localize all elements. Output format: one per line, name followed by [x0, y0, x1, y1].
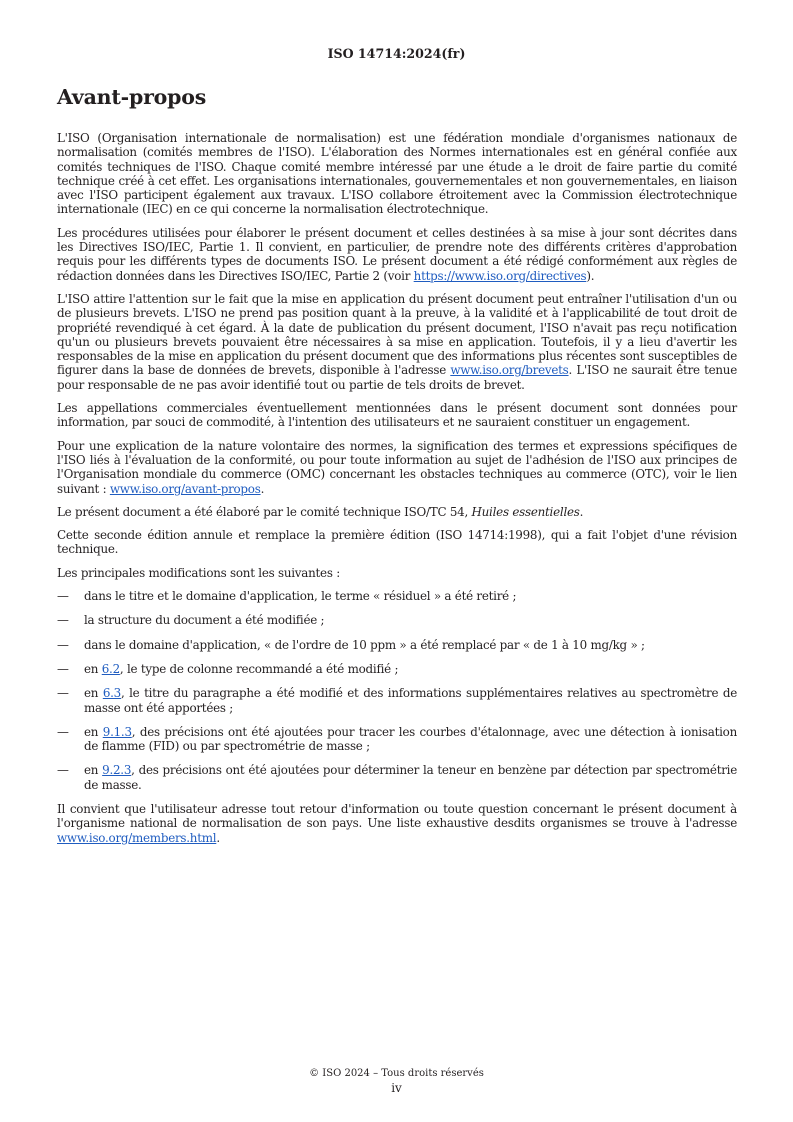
committee-name: Huiles essentielles — [471, 504, 580, 519]
dash-marker: — — [57, 661, 69, 676]
patents-link[interactable]: www.iso.org/brevets — [450, 363, 569, 378]
clause-link-9-2-3[interactable]: 9.2.3 — [102, 763, 132, 778]
clause-link-9-1-3[interactable]: 9.1.3 — [102, 724, 132, 739]
list-item: — en 9.1.3, des précisions ont été ajoutées pour tracer les courbes d'étalonnage, avec une détection à ionisation de flamme (FID) ou par spectrométrie de masse ; — [57, 724, 737, 754]
dash-marker: — — [57, 763, 69, 778]
foreword-link[interactable]: www.iso.org/avant-propos — [109, 481, 261, 496]
dash-marker: — — [57, 589, 69, 604]
directives-link[interactable]: https://www.iso.org/directives — [413, 268, 587, 283]
list-item: — dans le domaine d'application, « de l'ordre de 10 ppm » a été remplacé par « de 1 à 10 mg/kg » ; — [57, 637, 645, 652]
members-link[interactable]: www.iso.org/members.html — [57, 830, 217, 845]
paragraph-voluntary-nature: Pour une explication de la nature volontaire des normes, la signification des termes et expressions spécifiques de l'ISO liés à l'évaluation de la conformité, ou pour toute information au sujet de l'adhésion de l'ISO aux principes de l'Organisation mondiale du commerce (OMC) concernant les obstacles techniques au commerce (OTC), voir le lien suivant : www.iso.org/avant-propos. — [57, 438, 737, 496]
clause-link-6-2[interactable]: 6.2 — [101, 661, 120, 676]
paragraph-patents: L'ISO attire l'attention sur le fait que la mise en application du présent document peut entraîner l'utilisation d'un ou de plusieurs brevets. L'ISO ne prend pas position quant à la preuve, à la validité et à l'applicabilité de tout droit de propriété revendiqué à cet égard. À la date de publication du présent document, l'ISO n'avait pas reçu notification qu'un ou plusieurs brevets pouvaient être nécessaires à sa mise en application. Toutefois, il y a lieu d'avertir les responsables de la mise en application du présent document que des informations plus récentes sont susceptibles de figurer dans la base de données de brevets, disponible à l'adresse www.iso.org/brevets. L'ISO ne saurait être tenue pour responsable de ne pas avoir identifié tout ou partie de tels droits de brevet. — [57, 291, 737, 392]
foreword-body — [57, 131, 737, 854]
paragraph-feedback: Il convient que l'utilisateur adresse tout retour d'information ou toute question concernant le présent document à l'organisme national de normalisation de son pays. Une liste exhaustive desdits organismes se trouve à l'adresse www.iso.org/members.html. — [57, 801, 737, 845]
dash-marker: — — [57, 686, 69, 701]
page-number: iv — [391, 1081, 402, 1095]
document-identifier: ISO 14714:2024(fr) — [327, 46, 466, 61]
copyright-notice: © ISO 2024 – Tous droits réservés — [309, 1068, 484, 1079]
list-item: — en 9.2.3, des précisions ont été ajoutées pour déterminer la teneur en benzène par détection par spectrométrie de masse. — [57, 763, 737, 792]
list-item: — dans le titre et le domaine d'application, le terme « résiduel » a été retiré ; — [57, 589, 517, 604]
changes-list — [57, 589, 737, 792]
paragraph-committee: Le présent document a été élaboré par le comité technique ISO/TC 54, Huiles essentielles. — [57, 504, 584, 519]
paragraph-trade-names: Les appellations commerciales éventuellement mentionnées dans le présent document sont données pour information, par souci de commodité, à l'intention des utilisateurs et ne sauraient constituer un engagement. — [57, 401, 737, 430]
dash-marker: — — [57, 637, 69, 652]
paragraph-changes-intro: Les principales modifications sont les suivantes : — [57, 565, 340, 580]
page-footer — [0, 1067, 793, 1095]
paragraph-edition: Cette seconde édition annule et remplace la première édition (ISO 14714:1998), qui a fait l'objet d'une révision technique. — [57, 528, 737, 557]
section-title: Avant-propos — [57, 85, 207, 109]
dash-marker: — — [57, 613, 69, 628]
dash-marker: — — [57, 724, 69, 739]
list-item: — en 6.2, le type de colonne recommandé a été modifié ; — [57, 661, 399, 676]
list-item: — en 6.3, le titre du paragraphe a été modifié et des informations supplémentaires relatives au spectromètre de masse ont été apportées ; — [57, 686, 737, 715]
list-item: — la structure du document a été modifiée ; — [57, 613, 325, 628]
paragraph-procedures: Les procédures utilisées pour élaborer le présent document et celles destinées à sa mise à jour sont décrites dans les Directives ISO/IEC, Partie 1. Il convient, en particulier, de prendre note des différents critères d'approbation requis pour les différents types de documents ISO. Le présent document a été rédigé conformément aux règles de rédaction données dans les Directives ISO/IEC, Partie 2 (voir https://www.iso.org/directives). — [57, 225, 737, 283]
paragraph-iso-intro: L'ISO (Organisation internationale de normalisation) est une fédération mondiale d'organismes nationaux de normalisation (comités membres de l'ISO). L'élaboration des Normes internationales est en général confiée aux comités techniques de l'ISO. Chaque comité membre intéressé par une étude a le droit de faire partie du comité technique créé à cet effet. Les organisations internationales, gouvernementales et non gouvernementales, en liaison avec l'ISO participent également aux travaux. L'ISO collabore étroitement avec la Commission électrotechnique internationale (IEC) en ce qui concerne la normalisation électrotechnique. — [57, 131, 737, 217]
clause-link-6-3[interactable]: 6.3 — [102, 686, 121, 701]
